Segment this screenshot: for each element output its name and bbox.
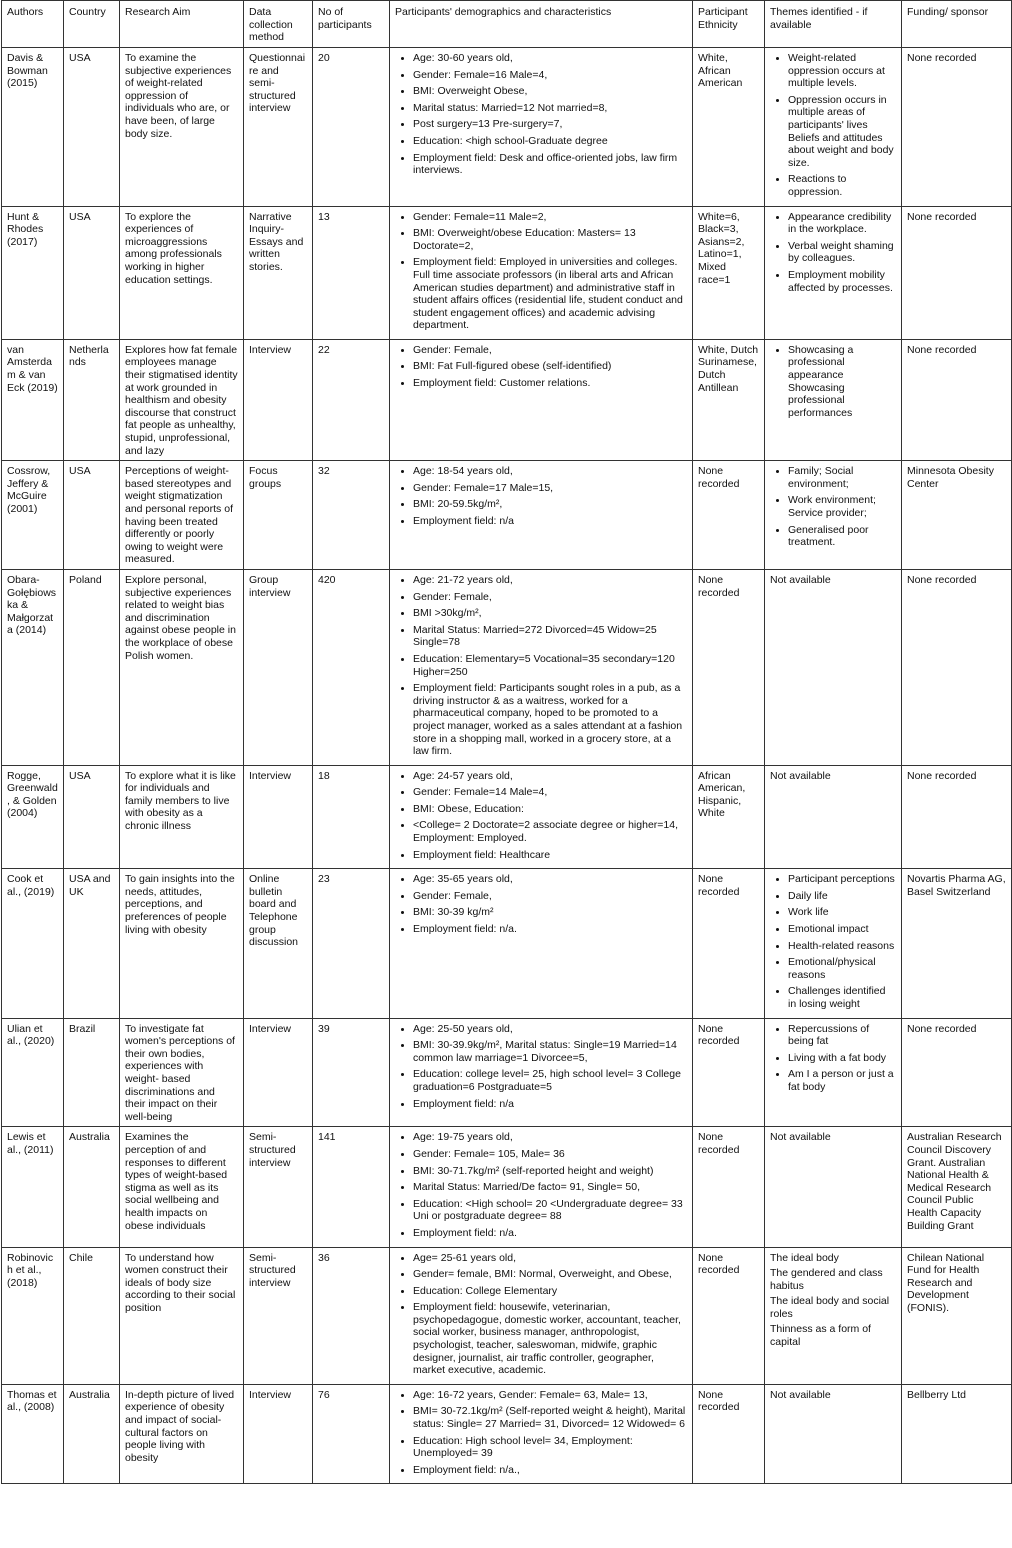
cell-themes-list xyxy=(770,1023,896,1094)
demographic-item: • Education: <High school= 20 <Undergraduate degree= 33 Uni or postgraduate degree= 88 xyxy=(413,1198,687,1223)
cell-funding: Minnesota Obesity Center xyxy=(902,461,1012,570)
theme-item: The ideal body xyxy=(770,1251,839,1264)
cell-ethnicity: None recorded xyxy=(693,1127,765,1247)
theme-item: • Emotional/physical reasons xyxy=(788,956,896,981)
cell-themes xyxy=(765,48,902,207)
cell-research-aim: In-depth picture of lived experience of obesity and impact of social-cultural factors on people living with obesity xyxy=(120,1384,244,1484)
demographic-item: • Marital Status: Married/De facto= 91, Single= 50, xyxy=(413,1181,687,1194)
demographic-item: • Age: 18-54 years old, xyxy=(413,465,687,478)
header-data-collection-method: Data collection method xyxy=(244,1,313,48)
cell-demographics-list xyxy=(395,574,687,758)
demographic-item: • Gender: Female=17 Male=15, xyxy=(413,482,687,495)
cell-research-aim: To gain insights into the needs, attitudes, perceptions, and preferences of people living with obesity xyxy=(120,869,244,1018)
cell-funding: None recorded xyxy=(902,48,1012,207)
cell-demographics xyxy=(390,1018,693,1127)
demographic-item: • BMI: 30-39.9kg/m², Marital status: Single=19 Married=14 common law marriage=1 Divorcee=5, xyxy=(413,1039,687,1064)
cell-authors: van Amsterdam & van Eck (2019) xyxy=(2,339,64,460)
cell-authors: Cossrow, Jeffery & McGuire (2001) xyxy=(2,461,64,570)
cell-authors: Rogge, Greenwald, & Golden (2004) xyxy=(2,765,64,869)
cell-authors: Obara-Gołębiowska & Małgorzata (2014) xyxy=(2,569,64,765)
cell-themes: Not available xyxy=(765,765,902,869)
demographic-item: • Gender: Female=16 Male=4, xyxy=(413,69,687,82)
theme-item: • Employment mobility affected by processes. xyxy=(788,269,896,294)
demographic-item: • Gender= female, BMI: Normal, Overweight, and Obese, xyxy=(413,1268,687,1281)
cell-themes-list xyxy=(770,873,896,1010)
demographic-item: • Age: 30-60 years old, xyxy=(413,52,687,65)
theme-item: • Daily life xyxy=(788,890,896,903)
demographic-item: • Employment field: housewife, veterinarian, psychopedagogue, domestic worker, accountant, teacher, social worker, business manager, anthropologist, psychologist, teacher, saleswoman, midwife, graphic designer, journalist, air traffic controller, geographer, market executive, academic. xyxy=(413,1301,687,1377)
theme-item: • Generalised poor treatment. xyxy=(788,524,896,549)
demographic-item: • Age: 16-72 years, Gender: Female= 63, Male= 13, xyxy=(413,1389,687,1402)
demographic-item: • BMI: 30-39 kg/m² xyxy=(413,906,687,919)
cell-themes-list xyxy=(770,465,896,549)
cell-country: USA and UK xyxy=(64,869,120,1018)
cell-country: USA xyxy=(64,461,120,570)
cell-research-aim: To examine the subjective experiences of weight-related oppression of individuals who are, or have been, of large body size. xyxy=(120,48,244,207)
cell-authors: Ulian et al., (2020) xyxy=(2,1018,64,1127)
cell-no-of-participants: 22 xyxy=(313,339,390,460)
table-row xyxy=(2,1018,1012,1127)
cell-ethnicity: None recorded xyxy=(693,869,765,1018)
header-authors: Authors xyxy=(2,1,64,48)
cell-no-of-participants: 13 xyxy=(313,206,390,339)
header-country: Country xyxy=(64,1,120,48)
demographic-item: • BMI >30kg/m², xyxy=(413,607,687,620)
theme-item: • Verbal weight shaming by colleagues. xyxy=(788,240,896,265)
studies-table xyxy=(1,0,1012,1484)
cell-research-aim: To understand how women construct their ideals of body size according to their social position xyxy=(120,1247,244,1384)
demographic-item: • Employment field: n/a xyxy=(413,515,687,528)
cell-authors: Robinovich et al., (2018) xyxy=(2,1247,64,1384)
demographic-item: • Employment field: n/a xyxy=(413,1098,687,1111)
cell-demographics-list xyxy=(395,873,687,935)
cell-country: Chile xyxy=(64,1247,120,1384)
table-row xyxy=(2,206,1012,339)
cell-demographics-list xyxy=(395,344,687,390)
cell-demographics-list xyxy=(395,1252,687,1377)
theme-item: • Oppression occurs in multiple areas of participants' lives Beliefs and attitudes about weight and body size. xyxy=(788,94,896,170)
cell-research-aim: To investigate fat women's perceptions of their own bodies, experiences with weight- based discriminations and their impact on their well-being xyxy=(120,1018,244,1127)
demographic-item: • Gender: Female=11 Male=2, xyxy=(413,211,687,224)
cell-ethnicity: African American, Hispanic, White xyxy=(693,765,765,869)
cell-research-aim: Examines the perception of and responses to different types of weight-based stigma as well as its social wellbeing and health impacts on obese individuals xyxy=(120,1127,244,1247)
table-row xyxy=(2,339,1012,460)
table-row xyxy=(2,765,1012,869)
demographic-item: • Age: 25-50 years old, xyxy=(413,1023,687,1036)
theme-item: • Appearance credibility in the workplace. xyxy=(788,211,896,236)
cell-demographics xyxy=(390,869,693,1018)
demographic-item: • Gender: Female, xyxy=(413,890,687,903)
cell-data-collection-method: Interview xyxy=(244,1018,313,1127)
cell-themes xyxy=(765,461,902,570)
cell-funding: None recorded xyxy=(902,1018,1012,1127)
cell-ethnicity: None recorded xyxy=(693,1384,765,1484)
cell-themes xyxy=(765,1018,902,1127)
cell-no-of-participants: 141 xyxy=(313,1127,390,1247)
table-row xyxy=(2,569,1012,765)
cell-themes-list xyxy=(770,344,896,420)
cell-no-of-participants: 420 xyxy=(313,569,390,765)
demographic-item: • Employment field: n/a. xyxy=(413,923,687,936)
cell-ethnicity: White, African American xyxy=(693,48,765,207)
cell-themes: Not available xyxy=(765,1384,902,1484)
theme-item: The ideal body and social roles xyxy=(770,1295,890,1320)
cell-themes xyxy=(765,339,902,460)
demographic-item: • Employment field: Participants sought roles in a pub, as a driving instructor & as a waitress, worked for a pharmaceutical company, hoped to be promoted to a project manager, worked as a sales attendant at a fashion store in a shopping mall, worked in a grocery store, at a law firm. xyxy=(413,682,687,758)
cell-demographics xyxy=(390,48,693,207)
demographic-item: • Age: 35-65 years old, xyxy=(413,873,687,886)
demographic-item: • BMI: Overweight Obese, xyxy=(413,85,687,98)
demographic-item: • Age: 21-72 years old, xyxy=(413,574,687,587)
cell-no-of-participants: 76 xyxy=(313,1384,390,1484)
cell-data-collection-method: Narrative Inquiry-Essays and written stories. xyxy=(244,206,313,339)
cell-themes-list xyxy=(770,211,896,295)
cell-ethnicity: None recorded xyxy=(693,569,765,765)
cell-data-collection-method: Interview xyxy=(244,765,313,869)
theme-item: • Participant perceptions xyxy=(788,873,896,886)
header-ethnicity: Participant Ethnicity xyxy=(693,1,765,48)
cell-demographics-list xyxy=(395,1023,687,1111)
table-row xyxy=(2,1247,1012,1384)
demographic-item: • Age= 25-61 years old, xyxy=(413,1252,687,1265)
cell-research-aim: Explores how fat female employees manage their stigmatised identity at work grounded in healthism and obesity discourse that construct fat people as unhealthy, stupid, unprofessional, and lazy xyxy=(120,339,244,460)
theme-item: • Work life xyxy=(788,906,896,919)
demographic-item: • BMI: 30-71.7kg/m² (self-reported height and weight) xyxy=(413,1165,687,1178)
cell-no-of-participants: 36 xyxy=(313,1247,390,1384)
cell-research-aim: Perceptions of weight-based stereotypes and weight stigmatization and personal reports of having been treated differently or poorly owing to weight were measured. xyxy=(120,461,244,570)
cell-demographics xyxy=(390,206,693,339)
cell-themes-list xyxy=(770,1252,896,1349)
demographic-item: • Gender: Female, xyxy=(413,344,687,357)
cell-ethnicity: None recorded xyxy=(693,1018,765,1127)
table-row xyxy=(2,869,1012,1018)
demographic-item: • Gender: Female= 105, Male= 36 xyxy=(413,1148,687,1161)
demographic-item: • BMI: Fat Full-figured obese (self-identified) xyxy=(413,360,687,373)
theme-item: • Emotional impact xyxy=(788,923,896,936)
demographic-item: • Education: college level= 25, high school level= 3 College graduation=6 Postgraduate=5 xyxy=(413,1068,687,1093)
cell-demographics xyxy=(390,765,693,869)
cell-no-of-participants: 32 xyxy=(313,461,390,570)
cell-research-aim: To explore the experiences of microaggressions among professionals working in higher education settings. xyxy=(120,206,244,339)
cell-funding: None recorded xyxy=(902,206,1012,339)
demographic-item: • Age: 19-75 years old, xyxy=(413,1131,687,1144)
cell-demographics xyxy=(390,1384,693,1484)
cell-country: Australia xyxy=(64,1384,120,1484)
theme-item: • Work environment; Service provider; xyxy=(788,494,896,519)
header-funding: Funding/ sponsor xyxy=(902,1,1012,48)
cell-funding: Chilean National Fund for Health Research and Development (FONIS). xyxy=(902,1247,1012,1384)
cell-themes-list xyxy=(770,52,896,199)
demographic-item: • Employment field: Healthcare xyxy=(413,849,687,862)
cell-country: Poland xyxy=(64,569,120,765)
cell-no-of-participants: 23 xyxy=(313,869,390,1018)
cell-funding: Bellberry Ltd xyxy=(902,1384,1012,1484)
table-row xyxy=(2,1384,1012,1484)
theme-item: • Reactions to oppression. xyxy=(788,173,896,198)
demographic-item: • Employment field: n/a. xyxy=(413,1227,687,1240)
demographic-item: • Education: College Elementary xyxy=(413,1285,687,1298)
demographic-item: • Employment field: Customer relations. xyxy=(413,377,687,390)
cell-no-of-participants: 18 xyxy=(313,765,390,869)
theme-item: • Health-related reasons xyxy=(788,940,896,953)
demographic-item: • Education: High school level= 34, Employment: Unemployed= 39 xyxy=(413,1435,687,1460)
cell-data-collection-method: Group interview xyxy=(244,569,313,765)
cell-research-aim: Explore personal, subjective experiences related to weight bias and discrimination against obese people in the workplace of obese Polish women. xyxy=(120,569,244,765)
cell-data-collection-method: Questionnaire and semi-structured interview xyxy=(244,48,313,207)
theme-item: Thinness as a form of capital xyxy=(770,1323,871,1349)
demographic-item: • BMI: 20-59.5kg/m², xyxy=(413,498,687,511)
theme-item: • Showcasing a professional appearance Showcasing professional performances xyxy=(788,344,896,420)
theme-item: • Living with a fat body xyxy=(788,1052,896,1065)
demographic-item: • Marital Status: Married=272 Divorced=45 Widow=25 Single=78 xyxy=(413,624,687,649)
cell-no-of-participants: 20 xyxy=(313,48,390,207)
table-row xyxy=(2,461,1012,570)
cell-authors: Thomas et al., (2008) xyxy=(2,1384,64,1484)
cell-demographics xyxy=(390,569,693,765)
demographic-item: • Age: 24-57 years old, xyxy=(413,770,687,783)
cell-demographics-list xyxy=(395,1389,687,1477)
cell-country: USA xyxy=(64,765,120,869)
cell-themes xyxy=(765,206,902,339)
cell-data-collection-method: Focus groups xyxy=(244,461,313,570)
cell-demographics-list xyxy=(395,1131,687,1239)
cell-data-collection-method: Semi-structured interview xyxy=(244,1127,313,1247)
table-body xyxy=(2,48,1012,1484)
cell-demographics xyxy=(390,339,693,460)
cell-authors: Hunt & Rhodes (2017) xyxy=(2,206,64,339)
demographic-item: • Employment field: Employed in universities and colleges. Full time associate professors (in liberal arts and African American studies department) and administrative staff in student affairs offices (residential life, student conduct and student engagement offices) and academic advising department. xyxy=(413,256,687,332)
cell-authors: Cook et al., (2019) xyxy=(2,869,64,1018)
cell-data-collection-method: Online bulletin board and Telephone group discussion xyxy=(244,869,313,1018)
header-research-aim: Research Aim xyxy=(120,1,244,48)
cell-demographics xyxy=(390,1247,693,1384)
cell-country: Brazil xyxy=(64,1018,120,1127)
table-row xyxy=(2,48,1012,207)
demographic-item: • BMI: Overweight/obese Education: Masters= 13 Doctorate=2, xyxy=(413,227,687,252)
cell-funding: Novartis Pharma AG, Basel Switzerland xyxy=(902,869,1012,1018)
cell-themes xyxy=(765,869,902,1018)
cell-country: USA xyxy=(64,48,120,207)
cell-authors: Davis & Bowman (2015) xyxy=(2,48,64,207)
theme-item: • Weight-related oppression occurs at multiple levels. xyxy=(788,52,896,90)
header-no-of-participants: No of participants xyxy=(313,1,390,48)
cell-funding: None recorded xyxy=(902,765,1012,869)
cell-data-collection-method: Semi-structured interview xyxy=(244,1247,313,1384)
cell-demographics-list xyxy=(395,770,687,862)
cell-research-aim: To explore what it is like for individuals and family members to live with obesity as a chronic illness xyxy=(120,765,244,869)
header-themes: Themes identified - if available xyxy=(765,1,902,48)
cell-demographics-list xyxy=(395,465,687,527)
cell-country: USA xyxy=(64,206,120,339)
cell-ethnicity: White, Dutch Surinamese, Dutch Antillean xyxy=(693,339,765,460)
theme-item: • Am I a person or just a fat body xyxy=(788,1068,896,1093)
cell-no-of-participants: 39 xyxy=(313,1018,390,1127)
demographic-item: • Employment field: n/a., xyxy=(413,1464,687,1477)
cell-themes: Not available xyxy=(765,1127,902,1247)
demographic-item: • BMI= 30-72.1kg/m² (Self-reported weight & height), Marital status: Single= 27 Married= 31, Divorced= 12 Widowed= 6 xyxy=(413,1405,687,1430)
demographic-item: • Gender: Female, xyxy=(413,591,687,604)
demographic-item: • Post surgery=13 Pre-surgery=7, xyxy=(413,118,687,131)
theme-item: • Family; Social environment; xyxy=(788,465,896,490)
demographic-item: • Employment field: Desk and office-oriented jobs, law firm interviews. xyxy=(413,152,687,177)
cell-data-collection-method: Interview xyxy=(244,339,313,460)
cell-demographics-list xyxy=(395,52,687,177)
demographic-item: • Education: <high school-Graduate degree xyxy=(413,135,687,148)
demographic-item: • Marital status: Married=12 Not married=8, xyxy=(413,102,687,115)
cell-demographics xyxy=(390,1127,693,1247)
cell-data-collection-method: Interview xyxy=(244,1384,313,1484)
theme-item: The gendered and class habitus xyxy=(770,1267,883,1292)
cell-country: Netherlands xyxy=(64,339,120,460)
header-row xyxy=(2,1,1012,48)
cell-ethnicity: None recorded xyxy=(693,461,765,570)
demographic-item: • <College= 2 Doctorate=2 associate degree or higher=14, Employment: Employed. xyxy=(413,819,687,844)
demographic-item: • BMI: Obese, Education: xyxy=(413,803,687,816)
theme-item: • Repercussions of being fat xyxy=(788,1023,896,1048)
header-demographics: Participants' demographics and characteristics xyxy=(390,1,693,48)
table-row xyxy=(2,1127,1012,1247)
cell-country: Australia xyxy=(64,1127,120,1247)
demographic-item: • Gender: Female=14 Male=4, xyxy=(413,786,687,799)
cell-themes xyxy=(765,1247,902,1384)
cell-demographics-list xyxy=(395,211,687,332)
cell-ethnicity: White=6, Black=3, Asians=2, Latino=1, Mixed race=1 xyxy=(693,206,765,339)
cell-funding: None recorded xyxy=(902,569,1012,765)
cell-funding: Australian Research Council Discovery Grant. Australian National Health & Medical Research Council Public Health Capacity Building Grant xyxy=(902,1127,1012,1247)
cell-themes: Not available xyxy=(765,569,902,765)
cell-ethnicity: None recorded xyxy=(693,1247,765,1384)
demographic-item: • Education: Elementary=5 Vocational=35 secondary=120 Higher=250 xyxy=(413,653,687,678)
cell-demographics xyxy=(390,461,693,570)
cell-authors: Lewis et al., (2011) xyxy=(2,1127,64,1247)
cell-funding: None recorded xyxy=(902,339,1012,460)
theme-item: • Challenges identified in losing weight xyxy=(788,985,896,1010)
